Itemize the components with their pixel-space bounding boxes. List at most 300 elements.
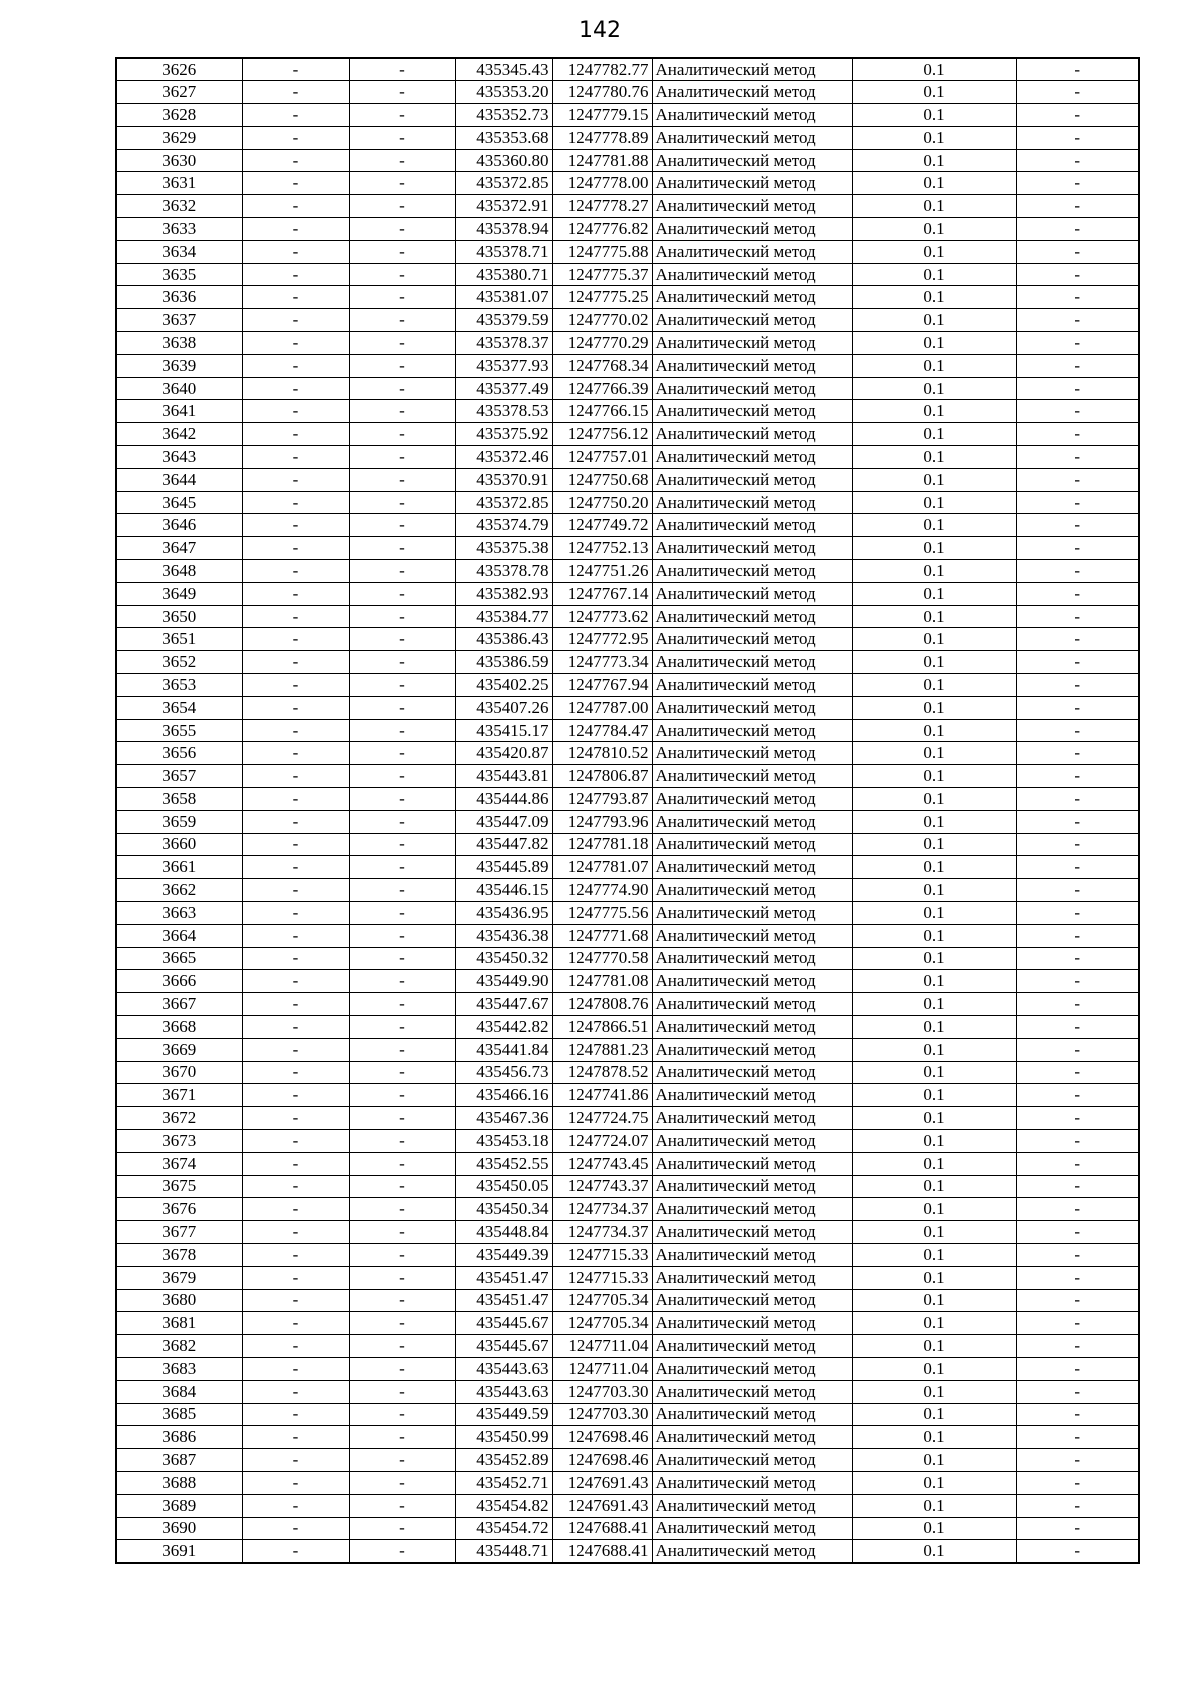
table-row	[116, 1471, 1139, 1494]
accuracy-cell: 0.1	[852, 628, 1016, 651]
dash-cell-3: -	[1016, 1289, 1139, 1312]
point-number-cell: 3658	[116, 788, 242, 811]
table-row	[116, 172, 1139, 195]
method-cell: Аналитический метод	[652, 58, 852, 81]
method-cell: Аналитический метод	[652, 1357, 852, 1380]
y-coordinate-cell: 1247711.04	[552, 1357, 652, 1380]
y-coordinate-cell: 1247767.14	[552, 582, 652, 605]
method-cell: Аналитический метод	[652, 1312, 852, 1335]
dash-cell-2: -	[349, 605, 455, 628]
dash-cell-1: -	[242, 1471, 349, 1494]
x-coordinate-cell: 435352.73	[455, 104, 552, 127]
y-coordinate-cell: 1247750.20	[552, 491, 652, 514]
table-row	[116, 354, 1139, 377]
accuracy-cell: 0.1	[852, 1540, 1016, 1563]
table-row	[116, 810, 1139, 833]
x-coordinate-cell: 435441.84	[455, 1038, 552, 1061]
dash-cell-1: -	[242, 1152, 349, 1175]
accuracy-cell: 0.1	[852, 58, 1016, 81]
point-number-cell: 3667	[116, 993, 242, 1016]
dash-cell-3: -	[1016, 1084, 1139, 1107]
table-row	[116, 1175, 1139, 1198]
dash-cell-3: -	[1016, 149, 1139, 172]
y-coordinate-cell: 1247781.18	[552, 833, 652, 856]
point-number-cell: 3652	[116, 651, 242, 674]
dash-cell-3: -	[1016, 924, 1139, 947]
table-row	[116, 970, 1139, 993]
method-cell: Аналитический метод	[652, 423, 852, 446]
y-coordinate-cell: 1247770.29	[552, 332, 652, 355]
x-coordinate-cell: 435467.36	[455, 1107, 552, 1130]
y-coordinate-cell: 1247703.30	[552, 1380, 652, 1403]
dash-cell-2: -	[349, 104, 455, 127]
table-row	[116, 1312, 1139, 1335]
dash-cell-3: -	[1016, 993, 1139, 1016]
dash-cell-2: -	[349, 1129, 455, 1152]
y-coordinate-cell: 1247775.88	[552, 240, 652, 263]
dash-cell-1: -	[242, 195, 349, 218]
y-coordinate-cell: 1247734.37	[552, 1198, 652, 1221]
dash-cell-1: -	[242, 1198, 349, 1221]
point-number-cell: 3670	[116, 1061, 242, 1084]
method-cell: Аналитический метод	[652, 1221, 852, 1244]
dash-cell-3: -	[1016, 1335, 1139, 1358]
dash-cell-2: -	[349, 696, 455, 719]
table-row	[116, 423, 1139, 446]
method-cell: Аналитический метод	[652, 1243, 852, 1266]
y-coordinate-cell: 1247752.13	[552, 537, 652, 560]
x-coordinate-cell: 435378.94	[455, 218, 552, 241]
dash-cell-1: -	[242, 1061, 349, 1084]
x-coordinate-cell: 435454.82	[455, 1494, 552, 1517]
dash-cell-1: -	[242, 788, 349, 811]
dash-cell-2: -	[349, 1426, 455, 1449]
dash-cell-2: -	[349, 856, 455, 879]
table-row	[116, 81, 1139, 104]
x-coordinate-cell: 435372.85	[455, 172, 552, 195]
table-row	[116, 879, 1139, 902]
method-cell: Аналитический метод	[652, 1084, 852, 1107]
accuracy-cell: 0.1	[852, 788, 1016, 811]
accuracy-cell: 0.1	[852, 81, 1016, 104]
accuracy-cell: 0.1	[852, 1380, 1016, 1403]
method-cell: Аналитический метод	[652, 742, 852, 765]
dash-cell-2: -	[349, 1243, 455, 1266]
point-number-cell: 3647	[116, 537, 242, 560]
point-number-cell: 3640	[116, 377, 242, 400]
method-cell: Аналитический метод	[652, 1403, 852, 1426]
table-row	[116, 1494, 1139, 1517]
y-coordinate-cell: 1247810.52	[552, 742, 652, 765]
point-number-cell: 3657	[116, 765, 242, 788]
point-number-cell: 3660	[116, 833, 242, 856]
table-row	[116, 605, 1139, 628]
accuracy-cell: 0.1	[852, 537, 1016, 560]
dash-cell-2: -	[349, 1175, 455, 1198]
dash-cell-3: -	[1016, 81, 1139, 104]
dash-cell-1: -	[242, 1107, 349, 1130]
y-coordinate-cell: 1247781.08	[552, 970, 652, 993]
x-coordinate-cell: 435360.80	[455, 149, 552, 172]
accuracy-cell: 0.1	[852, 1471, 1016, 1494]
dash-cell-2: -	[349, 628, 455, 651]
point-number-cell: 3672	[116, 1107, 242, 1130]
dash-cell-3: -	[1016, 628, 1139, 651]
dash-cell-2: -	[349, 1312, 455, 1335]
dash-cell-3: -	[1016, 1015, 1139, 1038]
dash-cell-1: -	[242, 126, 349, 149]
x-coordinate-cell: 435377.93	[455, 354, 552, 377]
point-number-cell: 3671	[116, 1084, 242, 1107]
accuracy-cell: 0.1	[852, 1449, 1016, 1472]
dash-cell-1: -	[242, 1403, 349, 1426]
accuracy-cell: 0.1	[852, 126, 1016, 149]
point-number-cell: 3669	[116, 1038, 242, 1061]
x-coordinate-cell: 435378.37	[455, 332, 552, 355]
point-number-cell: 3688	[116, 1471, 242, 1494]
y-coordinate-cell: 1247715.33	[552, 1266, 652, 1289]
dash-cell-3: -	[1016, 1517, 1139, 1540]
dash-cell-1: -	[242, 286, 349, 309]
dash-cell-1: -	[242, 1289, 349, 1312]
dash-cell-2: -	[349, 514, 455, 537]
accuracy-cell: 0.1	[852, 1038, 1016, 1061]
y-coordinate-cell: 1247793.87	[552, 788, 652, 811]
dash-cell-1: -	[242, 1494, 349, 1517]
point-number-cell: 3659	[116, 810, 242, 833]
x-coordinate-cell: 435450.34	[455, 1198, 552, 1221]
x-coordinate-cell: 435446.15	[455, 879, 552, 902]
dash-cell-3: -	[1016, 742, 1139, 765]
dash-cell-2: -	[349, 810, 455, 833]
coordinates-table	[115, 57, 1140, 1564]
x-coordinate-cell: 435447.82	[455, 833, 552, 856]
dash-cell-3: -	[1016, 1152, 1139, 1175]
method-cell: Аналитический метод	[652, 560, 852, 583]
dash-cell-1: -	[242, 1038, 349, 1061]
accuracy-cell: 0.1	[852, 833, 1016, 856]
y-coordinate-cell: 1247773.62	[552, 605, 652, 628]
point-number-cell: 3638	[116, 332, 242, 355]
point-number-cell: 3673	[116, 1129, 242, 1152]
method-cell: Аналитический метод	[652, 1038, 852, 1061]
y-coordinate-cell: 1247787.00	[552, 696, 652, 719]
dash-cell-3: -	[1016, 104, 1139, 127]
point-number-cell: 3637	[116, 309, 242, 332]
method-cell: Аналитический метод	[652, 879, 852, 902]
dash-cell-1: -	[242, 1243, 349, 1266]
x-coordinate-cell: 435415.17	[455, 719, 552, 742]
y-coordinate-cell: 1247703.30	[552, 1403, 652, 1426]
table-row	[116, 491, 1139, 514]
method-cell: Аналитический метод	[652, 446, 852, 469]
method-cell: Аналитический метод	[652, 1426, 852, 1449]
method-cell: Аналитический метод	[652, 901, 852, 924]
method-cell: Аналитический метод	[652, 1449, 852, 1472]
table-row	[116, 514, 1139, 537]
dash-cell-2: -	[349, 970, 455, 993]
accuracy-cell: 0.1	[852, 651, 1016, 674]
method-cell: Аналитический метод	[652, 218, 852, 241]
accuracy-cell: 0.1	[852, 993, 1016, 1016]
dash-cell-2: -	[349, 149, 455, 172]
y-coordinate-cell: 1247771.68	[552, 924, 652, 947]
method-cell: Аналитический метод	[652, 788, 852, 811]
y-coordinate-cell: 1247724.07	[552, 1129, 652, 1152]
table-row	[116, 58, 1139, 81]
dash-cell-3: -	[1016, 1198, 1139, 1221]
dash-cell-3: -	[1016, 1471, 1139, 1494]
accuracy-cell: 0.1	[852, 514, 1016, 537]
y-coordinate-cell: 1247711.04	[552, 1335, 652, 1358]
accuracy-cell: 0.1	[852, 1175, 1016, 1198]
point-number-cell: 3630	[116, 149, 242, 172]
page-number: 142	[579, 18, 621, 43]
dash-cell-3: -	[1016, 696, 1139, 719]
dash-cell-1: -	[242, 856, 349, 879]
method-cell: Аналитический метод	[652, 651, 852, 674]
table-row	[116, 1061, 1139, 1084]
method-cell: Аналитический метод	[652, 856, 852, 879]
x-coordinate-cell: 435375.92	[455, 423, 552, 446]
method-cell: Аналитический метод	[652, 1289, 852, 1312]
x-coordinate-cell: 435443.63	[455, 1380, 552, 1403]
x-coordinate-cell: 435450.32	[455, 947, 552, 970]
y-coordinate-cell: 1247705.34	[552, 1289, 652, 1312]
method-cell: Аналитический метод	[652, 833, 852, 856]
accuracy-cell: 0.1	[852, 491, 1016, 514]
table-row	[116, 1357, 1139, 1380]
table-row	[116, 582, 1139, 605]
dash-cell-3: -	[1016, 1380, 1139, 1403]
method-cell: Аналитический метод	[652, 947, 852, 970]
x-coordinate-cell: 435447.67	[455, 993, 552, 1016]
dash-cell-2: -	[349, 195, 455, 218]
y-coordinate-cell: 1247866.51	[552, 1015, 652, 1038]
point-number-cell: 3636	[116, 286, 242, 309]
y-coordinate-cell: 1247776.82	[552, 218, 652, 241]
dash-cell-2: -	[349, 582, 455, 605]
dash-cell-2: -	[349, 126, 455, 149]
dash-cell-1: -	[242, 1426, 349, 1449]
y-coordinate-cell: 1247751.26	[552, 560, 652, 583]
dash-cell-1: -	[242, 240, 349, 263]
table-row	[116, 1221, 1139, 1244]
point-number-cell: 3646	[116, 514, 242, 537]
method-cell: Аналитический метод	[652, 1175, 852, 1198]
x-coordinate-cell: 435377.49	[455, 377, 552, 400]
accuracy-cell: 0.1	[852, 605, 1016, 628]
accuracy-cell: 0.1	[852, 1335, 1016, 1358]
dash-cell-2: -	[349, 765, 455, 788]
dash-cell-1: -	[242, 993, 349, 1016]
dash-cell-1: -	[242, 172, 349, 195]
table-row	[116, 377, 1139, 400]
y-coordinate-cell: 1247766.15	[552, 400, 652, 423]
table-row	[116, 1289, 1139, 1312]
table-row	[116, 1335, 1139, 1358]
dash-cell-1: -	[242, 354, 349, 377]
accuracy-cell: 0.1	[852, 104, 1016, 127]
method-cell: Аналитический метод	[652, 514, 852, 537]
table-row	[116, 1426, 1139, 1449]
y-coordinate-cell: 1247784.47	[552, 719, 652, 742]
point-number-cell: 3661	[116, 856, 242, 879]
point-number-cell: 3689	[116, 1494, 242, 1517]
x-coordinate-cell: 435443.81	[455, 765, 552, 788]
point-number-cell: 3685	[116, 1403, 242, 1426]
x-coordinate-cell: 435353.20	[455, 81, 552, 104]
point-number-cell: 3627	[116, 81, 242, 104]
dash-cell-3: -	[1016, 1449, 1139, 1472]
x-coordinate-cell: 435375.38	[455, 537, 552, 560]
x-coordinate-cell: 435380.71	[455, 263, 552, 286]
accuracy-cell: 0.1	[852, 810, 1016, 833]
dash-cell-3: -	[1016, 195, 1139, 218]
dash-cell-3: -	[1016, 856, 1139, 879]
dash-cell-3: -	[1016, 1494, 1139, 1517]
dash-cell-2: -	[349, 560, 455, 583]
dash-cell-1: -	[242, 719, 349, 742]
point-number-cell: 3684	[116, 1380, 242, 1403]
accuracy-cell: 0.1	[852, 309, 1016, 332]
point-number-cell: 3666	[116, 970, 242, 993]
dash-cell-2: -	[349, 172, 455, 195]
accuracy-cell: 0.1	[852, 1107, 1016, 1130]
x-coordinate-cell: 435345.43	[455, 58, 552, 81]
y-coordinate-cell: 1247775.25	[552, 286, 652, 309]
dash-cell-1: -	[242, 742, 349, 765]
table-row	[116, 993, 1139, 1016]
dash-cell-1: -	[242, 104, 349, 127]
y-coordinate-cell: 1247770.02	[552, 309, 652, 332]
y-coordinate-cell: 1247779.15	[552, 104, 652, 127]
point-number-cell: 3679	[116, 1266, 242, 1289]
accuracy-cell: 0.1	[852, 765, 1016, 788]
x-coordinate-cell: 435447.09	[455, 810, 552, 833]
method-cell: Аналитический метод	[652, 810, 852, 833]
accuracy-cell: 0.1	[852, 1289, 1016, 1312]
method-cell: Аналитический метод	[652, 582, 852, 605]
point-number-cell: 3663	[116, 901, 242, 924]
method-cell: Аналитический метод	[652, 1494, 852, 1517]
table-row	[116, 195, 1139, 218]
table-row	[116, 1107, 1139, 1130]
dash-cell-1: -	[242, 423, 349, 446]
method-cell: Аналитический метод	[652, 104, 852, 127]
dash-cell-3: -	[1016, 788, 1139, 811]
x-coordinate-cell: 435386.43	[455, 628, 552, 651]
dash-cell-3: -	[1016, 218, 1139, 241]
dash-cell-2: -	[349, 1540, 455, 1563]
y-coordinate-cell: 1247806.87	[552, 765, 652, 788]
dash-cell-3: -	[1016, 1129, 1139, 1152]
dash-cell-3: -	[1016, 309, 1139, 332]
y-coordinate-cell: 1247766.39	[552, 377, 652, 400]
dash-cell-1: -	[242, 446, 349, 469]
dash-cell-2: -	[349, 1084, 455, 1107]
y-coordinate-cell: 1247749.72	[552, 514, 652, 537]
y-coordinate-cell: 1247778.00	[552, 172, 652, 195]
dash-cell-2: -	[349, 788, 455, 811]
point-number-cell: 3648	[116, 560, 242, 583]
dash-cell-3: -	[1016, 172, 1139, 195]
y-coordinate-cell: 1247705.34	[552, 1312, 652, 1335]
point-number-cell: 3649	[116, 582, 242, 605]
dash-cell-1: -	[242, 1517, 349, 1540]
point-number-cell: 3668	[116, 1015, 242, 1038]
dash-cell-1: -	[242, 970, 349, 993]
dash-cell-1: -	[242, 149, 349, 172]
dash-cell-1: -	[242, 309, 349, 332]
method-cell: Аналитический метод	[652, 537, 852, 560]
method-cell: Аналитический метод	[652, 1517, 852, 1540]
dash-cell-1: -	[242, 947, 349, 970]
accuracy-cell: 0.1	[852, 901, 1016, 924]
point-number-cell: 3651	[116, 628, 242, 651]
accuracy-cell: 0.1	[852, 1403, 1016, 1426]
dash-cell-1: -	[242, 491, 349, 514]
point-number-cell: 3632	[116, 195, 242, 218]
x-coordinate-cell: 435378.71	[455, 240, 552, 263]
dash-cell-2: -	[349, 1494, 455, 1517]
point-number-cell: 3662	[116, 879, 242, 902]
accuracy-cell: 0.1	[852, 696, 1016, 719]
dash-cell-3: -	[1016, 879, 1139, 902]
dash-cell-1: -	[242, 1357, 349, 1380]
x-coordinate-cell: 435451.47	[455, 1289, 552, 1312]
method-cell: Аналитический метод	[652, 1107, 852, 1130]
x-coordinate-cell: 435384.77	[455, 605, 552, 628]
point-number-cell: 3653	[116, 674, 242, 697]
point-number-cell: 3628	[116, 104, 242, 127]
table-row	[116, 788, 1139, 811]
point-number-cell: 3629	[116, 126, 242, 149]
dash-cell-1: -	[242, 674, 349, 697]
accuracy-cell: 0.1	[852, 377, 1016, 400]
dash-cell-3: -	[1016, 446, 1139, 469]
accuracy-cell: 0.1	[852, 1426, 1016, 1449]
dash-cell-2: -	[349, 309, 455, 332]
x-coordinate-cell: 435378.53	[455, 400, 552, 423]
dash-cell-3: -	[1016, 126, 1139, 149]
y-coordinate-cell: 1247778.27	[552, 195, 652, 218]
dash-cell-1: -	[242, 332, 349, 355]
dash-cell-1: -	[242, 1540, 349, 1563]
point-number-cell: 3635	[116, 263, 242, 286]
dash-cell-2: -	[349, 1449, 455, 1472]
method-cell: Аналитический метод	[652, 354, 852, 377]
method-cell: Аналитический метод	[652, 924, 852, 947]
dash-cell-3: -	[1016, 537, 1139, 560]
method-cell: Аналитический метод	[652, 605, 852, 628]
table-row	[116, 1403, 1139, 1426]
dash-cell-2: -	[349, 332, 455, 355]
table-row	[116, 1198, 1139, 1221]
method-cell: Аналитический метод	[652, 263, 852, 286]
dash-cell-1: -	[242, 1129, 349, 1152]
point-number-cell: 3690	[116, 1517, 242, 1540]
table-row	[116, 1266, 1139, 1289]
x-coordinate-cell: 435372.85	[455, 491, 552, 514]
dash-cell-2: -	[349, 1266, 455, 1289]
table-row	[116, 126, 1139, 149]
table-row	[116, 765, 1139, 788]
x-coordinate-cell: 435450.05	[455, 1175, 552, 1198]
dash-cell-2: -	[349, 240, 455, 263]
dash-cell-1: -	[242, 1266, 349, 1289]
table-row	[116, 901, 1139, 924]
